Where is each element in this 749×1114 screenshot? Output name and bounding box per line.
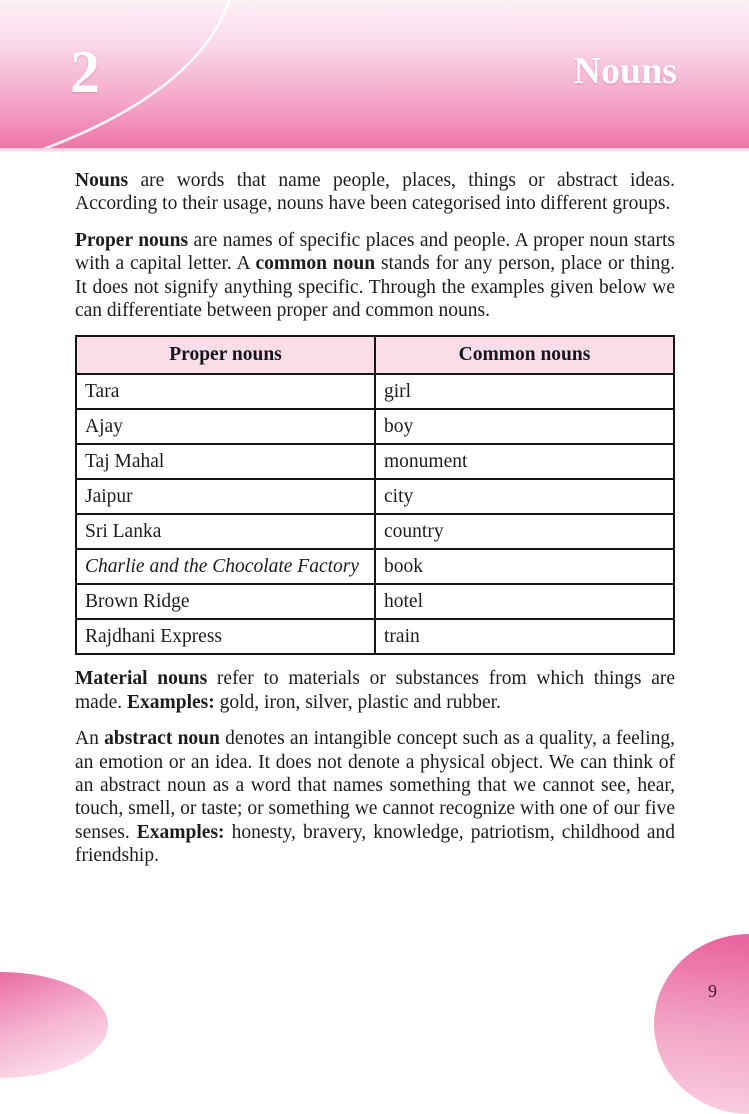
table-row	[76, 479, 674, 514]
header-bottom-fade	[0, 148, 749, 153]
proper-noun-cell: Charlie and the Chocolate Factory	[76, 549, 375, 584]
text-segment: Examples:	[126, 691, 215, 713]
text-segment: Nouns	[75, 170, 129, 191]
proper-common-nouns-table	[75, 335, 675, 655]
bottom-right-corner-decoration	[654, 934, 749, 1114]
bottom-left-corner-decoration	[0, 972, 108, 1078]
common-noun-cell: monument	[375, 444, 674, 479]
text-segment: gold, iron, silver, plastic and rubber.	[214, 691, 501, 713]
text-segment: An	[75, 728, 105, 750]
common-noun-cell: book	[375, 549, 674, 584]
table-row	[76, 619, 674, 654]
column-header-common-nouns: Common nouns	[375, 336, 674, 374]
text-segment: stands for any person, place or thing. It does not signify anything specific. Through the examples given below we can differentiate between proper and common nouns.	[75, 253, 676, 322]
proper-noun-cell: Tara	[76, 374, 375, 409]
text-segment: are words that name people, places, things or abstract ideas. According to their usage, nouns have been categorised into different groups.	[75, 170, 675, 215]
table-row	[76, 374, 674, 409]
text-segment: are names of specific places and people. A proper noun starts with a capital letter. A	[75, 229, 676, 275]
proper-noun-cell: Jaipur	[76, 479, 375, 514]
common-noun-cell: train	[375, 619, 674, 654]
text-segment: denotes an intangible concept such as a quality, a feeling, an emotion or an idea. It does not denote a physical object. We can think of an abstract noun as a word that names something that we cannot see, hear, touch, smell, or taste; or something we cannot recognize with one of our five senses.	[75, 728, 675, 843]
noun-table-body	[76, 374, 674, 654]
paragraph-material-nouns	[75, 667, 675, 714]
chapter-number: 2	[70, 39, 100, 105]
common-noun-cell: hotel	[375, 584, 674, 619]
common-noun-cell: girl	[375, 374, 674, 409]
proper-noun-cell: Sri Lanka	[76, 514, 375, 549]
common-noun-cell: country	[375, 514, 674, 549]
text-segment: Proper nouns	[75, 229, 189, 251]
table-row	[76, 514, 674, 549]
paragraph-proper-common	[75, 229, 675, 323]
chapter-header-band	[0, 0, 749, 148]
proper-noun-cell: Taj Mahal	[76, 444, 375, 479]
page-content	[75, 169, 675, 881]
table-row	[76, 444, 674, 479]
common-noun-cell: boy	[375, 409, 674, 444]
common-noun-cell: city	[375, 479, 674, 514]
text-segment: abstract noun	[104, 728, 220, 750]
paragraph-intro	[75, 169, 675, 216]
paragraph-abstract-nouns	[75, 727, 675, 867]
column-header-proper-nouns: Proper nouns	[76, 336, 375, 374]
text-segment: common noun	[255, 253, 376, 275]
text-segment: refer to materials or substances from which things are made.	[75, 668, 676, 713]
text-segment: Material nouns	[75, 668, 208, 690]
table-header-row	[76, 336, 674, 374]
table-row	[76, 549, 674, 584]
proper-noun-cell: Rajdhani Express	[76, 619, 375, 654]
page-number: 9	[708, 981, 717, 1001]
proper-noun-cell: Brown Ridge	[76, 584, 375, 619]
table-row	[76, 584, 674, 619]
page-title: Nouns	[573, 50, 677, 92]
text-segment: honesty, bravery, knowledge, patriotism, childhood and friendship.	[75, 821, 675, 867]
text-segment: Examples:	[136, 821, 225, 843]
proper-noun-cell: Ajay	[76, 409, 375, 444]
table-row	[76, 409, 674, 444]
